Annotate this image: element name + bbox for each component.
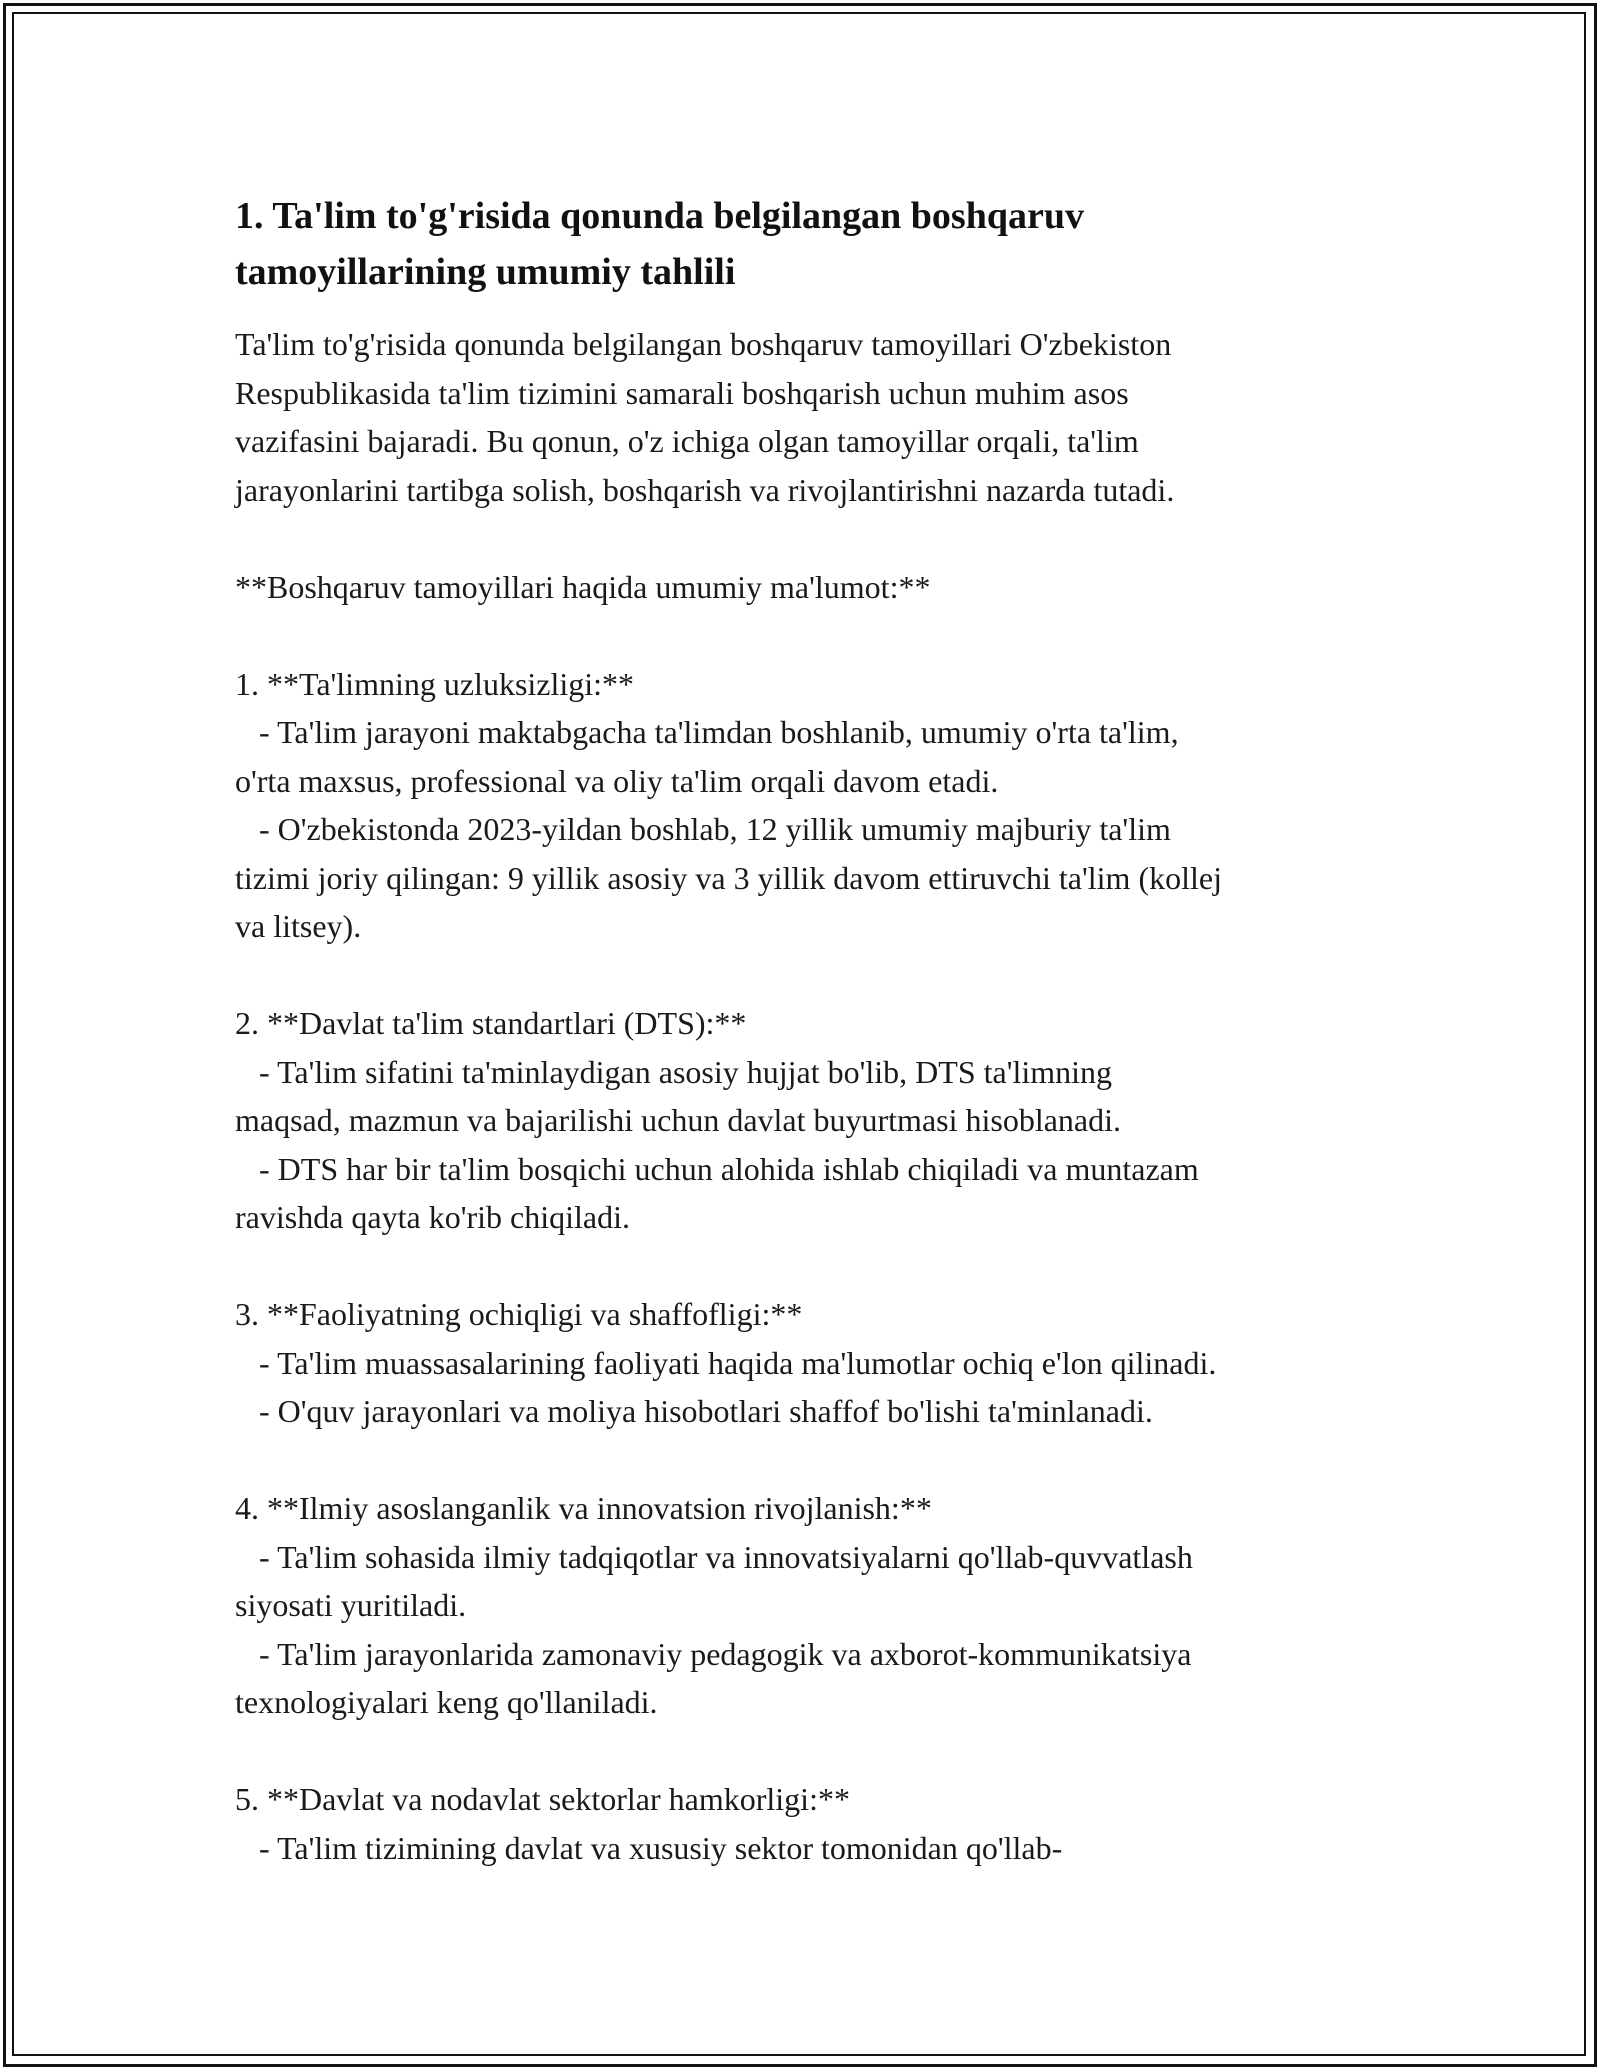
section-title: 1. **Ta'limning uzluksizligi:** <box>235 665 635 702</box>
blank-line <box>235 1727 1385 1776</box>
heading-line-1: 1. Ta'lim to'g'risida qonunda belgilangan boshqaruv <box>235 195 1084 237</box>
section-title: 2. **Davlat ta'lim standartlari (DTS):** <box>235 1005 747 1041</box>
section-body: - Ta'lim muassasalarining faoliyati haqida ma'lumotlar ochiq e'lon qilinadi. - O'quv jarayonlari va moliya hisobotlari shaffof bo'lishi ta'minlanadi. <box>259 1344 1217 1429</box>
blank-line <box>235 1436 1385 1485</box>
blank-line <box>235 1242 1385 1291</box>
section-1 <box>235 660 1385 951</box>
blank-line <box>235 611 1385 660</box>
document-heading <box>235 188 1385 300</box>
section-body: - Ta'lim sohasida ilmiy tadqiqotlar va innovatsiyalarni qo'llab-quvvatlash siyosati yuritiladi. - Ta'lim jarayonlarida zamonaviy pedagogik va axborot-kommunikatsiya texnologiyalari keng qo'llaniladi. <box>235 1538 1193 1720</box>
section-5 <box>235 1775 1385 1872</box>
intro-paragraph: Ta'lim to'g'risida qonunda belgilangan boshqaruv tamoyillari O'zbekiston Respublikasida ta'lim tizimini samarali boshqarish uchun muhim asos vazifasini bajaradi. Bu qonun, o'z ichiga olgan tamoyillar orqali, ta'lim jarayonlarini tartibga solish, boshqarish va rivojlantirishni nazarda tutadi. <box>235 326 1175 508</box>
section-body: - Ta'lim tizimining davlat va xususiy sektor tomonidan qo'llab- <box>235 1829 1063 1866</box>
overview-label: **Boshqaruv tamoyillari haqida umumiy ma'lumot:** <box>235 568 931 605</box>
section-title: 4. **Ilmiy asoslanganlik va innovatsion rivojlanish:** <box>235 1490 932 1526</box>
heading-line-2: tamoyillarining umumiy tahlili <box>235 251 736 293</box>
section-body: - Ta'lim jarayoni maktabgacha ta'limdan boshlanib, umumiy o'rta ta'lim, o'rta maxsus, professional va oliy ta'lim orqali davom etadi. - O'zbekistonda 2023-yildan boshlab, 12 yillik umumiy majburiy ta'lim tizimi joriy qilingan: 9 yillik asosiy va 3 yillik davom ettiruvchi ta'lim (kollej va litsey). <box>235 714 1222 944</box>
section-2 <box>235 999 1385 1242</box>
section-title: 3. **Faoliyatning ochiqligi va shaffofligi:** <box>235 1296 803 1332</box>
blank-line <box>235 514 1385 563</box>
section-4 <box>235 1484 1385 1727</box>
blank-line <box>235 951 1385 1000</box>
section-title: 5. **Davlat va nodavlat sektorlar hamkorligi:** <box>235 1781 850 1817</box>
section-body: - Ta'lim sifatini ta'minlaydigan asosiy hujjat bo'lib, DTS ta'limning maqsad, mazmun va bajarilishi uchun davlat buyurtmasi hisoblanadi. - DTS har bir ta'lim bosqichi uchun alohida ishlab chiqiladi va muntazam ravishda qayta ko'rib chiqiladi. <box>235 1053 1199 1235</box>
section-3 <box>235 1290 1385 1436</box>
document-page <box>235 188 1385 1872</box>
